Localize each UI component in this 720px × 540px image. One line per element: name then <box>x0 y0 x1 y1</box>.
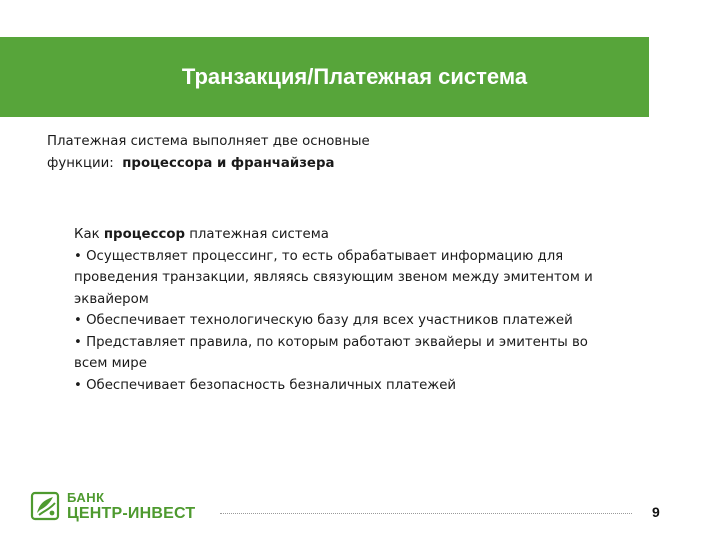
intro-line-1: Платежная система выполняет две основные <box>47 134 370 149</box>
bullet-item: • Представляет правила, по которым работают эквайеры и эмитенты во всем мире <box>74 334 588 371</box>
header-band <box>0 37 649 117</box>
intro-line-2-prefix: функции: <box>47 156 123 171</box>
intro-paragraph <box>47 131 467 175</box>
slide-title: Транзакция/Платежная система <box>181 64 528 89</box>
page-number: 9 <box>652 504 660 520</box>
bullet-item: • Осуществляет процессинг, то есть обрабатывает информацию для проведения транзакции, являясь связующим звеном между эмитентом и эквайером <box>74 248 593 307</box>
bank-logo-text <box>67 491 195 522</box>
processor-heading <box>74 224 594 246</box>
bullet-item: • Обеспечивает технологическую базу для всех участников платежей <box>74 313 573 328</box>
bullet-item: • Обеспечивает безопасность безналичных платежей <box>74 377 457 393</box>
bank-logo <box>30 489 195 523</box>
processor-bullet-list <box>74 246 594 397</box>
intro-line-2-bold: процессора и франчайзера <box>122 156 335 171</box>
processor-heading-bold: процессор <box>103 227 185 242</box>
processor-heading-suffix: платежная система <box>185 227 329 242</box>
footer-divider <box>220 513 632 514</box>
bank-logo-line-1: БАНК <box>67 489 105 505</box>
bank-logo-line-2: ЦЕНТР-ИНВЕСТ <box>67 504 196 522</box>
processor-heading-prefix: Как <box>74 227 104 242</box>
processor-section <box>74 224 594 396</box>
bank-logo-icon <box>30 489 60 523</box>
